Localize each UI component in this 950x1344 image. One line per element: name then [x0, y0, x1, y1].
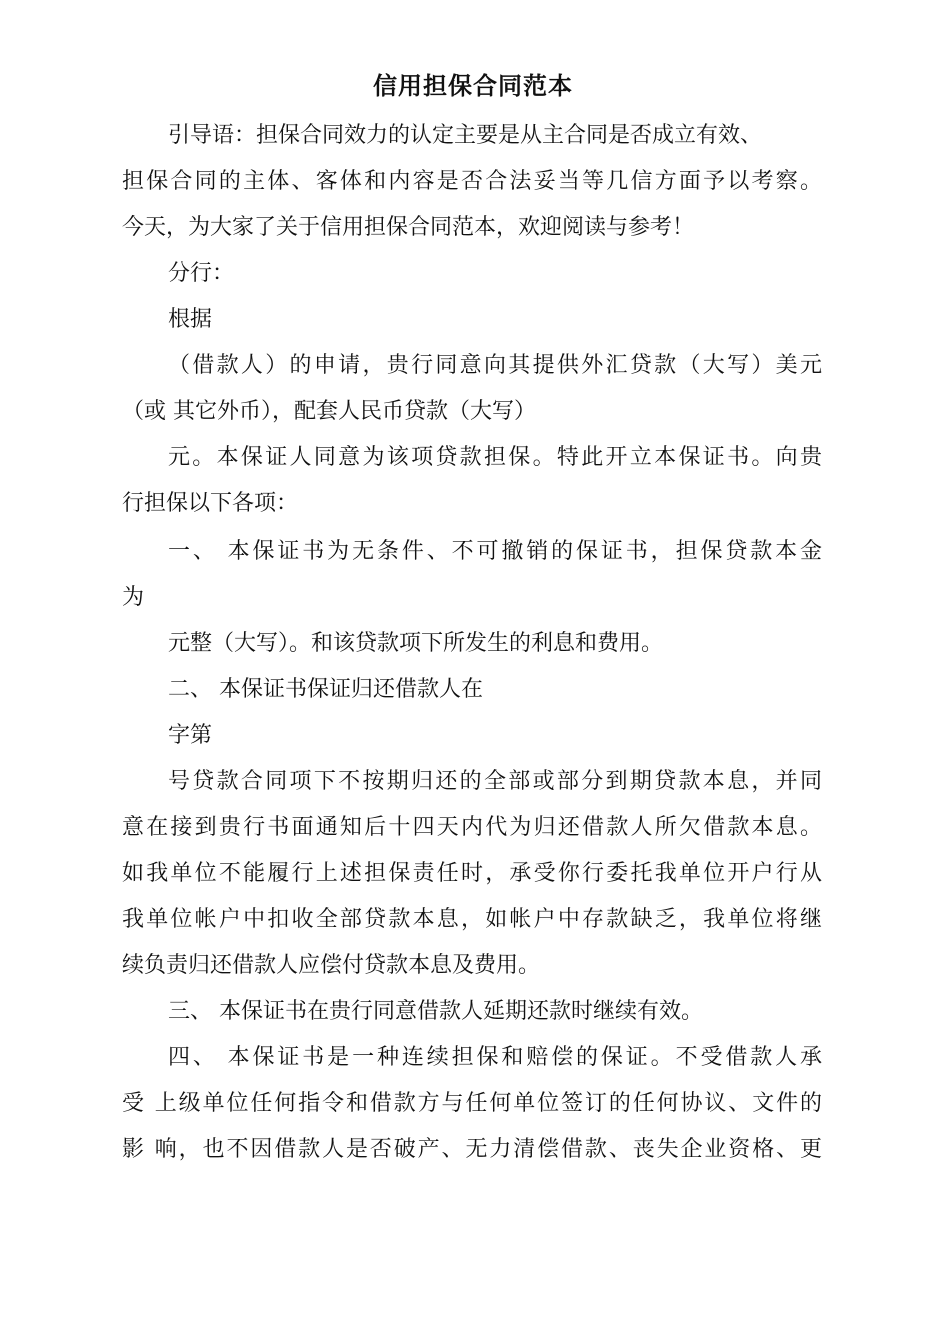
clause-1-line-3: 元整（大写）。和该贷款项下所发生的利息和费用。 [168, 631, 664, 656]
intro-line-3: 今天，为大家了关于信用担保合同范本，欢迎阅读与参考！ [122, 215, 695, 240]
body-line-currency: （或 其它外币），配套人民币贷款（大写） [122, 399, 536, 424]
clause-2-line-6: 我单位帐户中扣收全部贷款本息，如帐户中存款缺乏，我单位将继 [122, 907, 822, 932]
clause-4-line-2: 受 上级单位任何指令和借款方与任何单位签订的任何协议、文件的 [122, 1091, 822, 1116]
clause-2-line-7: 续负责归还借款人应偿付贷款本息及费用。 [122, 953, 541, 978]
intro-line-1: 引导语：担保合同效力的认定主要是从主合同是否成立有效、 [168, 123, 763, 148]
clause-1-line-2: 为 [122, 585, 145, 610]
clause-2-line-1: 二、 本保证书保证归还借款人在 [168, 677, 483, 702]
intro-line-2: 担保合同的主体、客体和内容是否合法妥当等几信方面予以考察。 [122, 169, 822, 194]
clause-4-line-1: 四、 本保证书是一种连续担保和赔偿的保证。不受借款人承 [168, 1045, 822, 1070]
body-line-application: （借款人）的申请，贵行同意向其提供外汇贷款（大写）美元 [168, 353, 822, 378]
clause-2-line-2: 字第 [168, 723, 213, 748]
salutation-line: 分行： [168, 261, 235, 286]
clause-3-line-1: 三、 本保证书在贵行同意借款人延期还款时继续有效。 [168, 999, 703, 1024]
clause-2-line-3: 号贷款合同项下不按期归还的全部或部分到期贷款本息，并同 [168, 769, 822, 794]
body-line-basis: 根据 [168, 307, 213, 332]
body-line-items-intro: 行担保以下各项： [122, 491, 299, 516]
document-title: 信用担保合同范本 [373, 71, 573, 100]
clause-2-line-5: 如我单位不能履行上述担保责任时，承受你行委托我单位开户行从 [122, 861, 822, 886]
clause-1-line-1: 一、 本保证书为无条件、不可撤销的保证书，担保贷款本金 [168, 539, 822, 564]
clause-4-line-3: 影 响，也不因借款人是否破产、无力清偿借款、丧失企业资格、更 [122, 1137, 822, 1162]
body-line-guarantee: 元。本保证人同意为该项贷款担保。特此开立本保证书。向贵 [168, 445, 822, 470]
clause-2-line-4: 意在接到贵行书面通知后十四天内代为归还借款人所欠借款本息。 [122, 815, 822, 840]
